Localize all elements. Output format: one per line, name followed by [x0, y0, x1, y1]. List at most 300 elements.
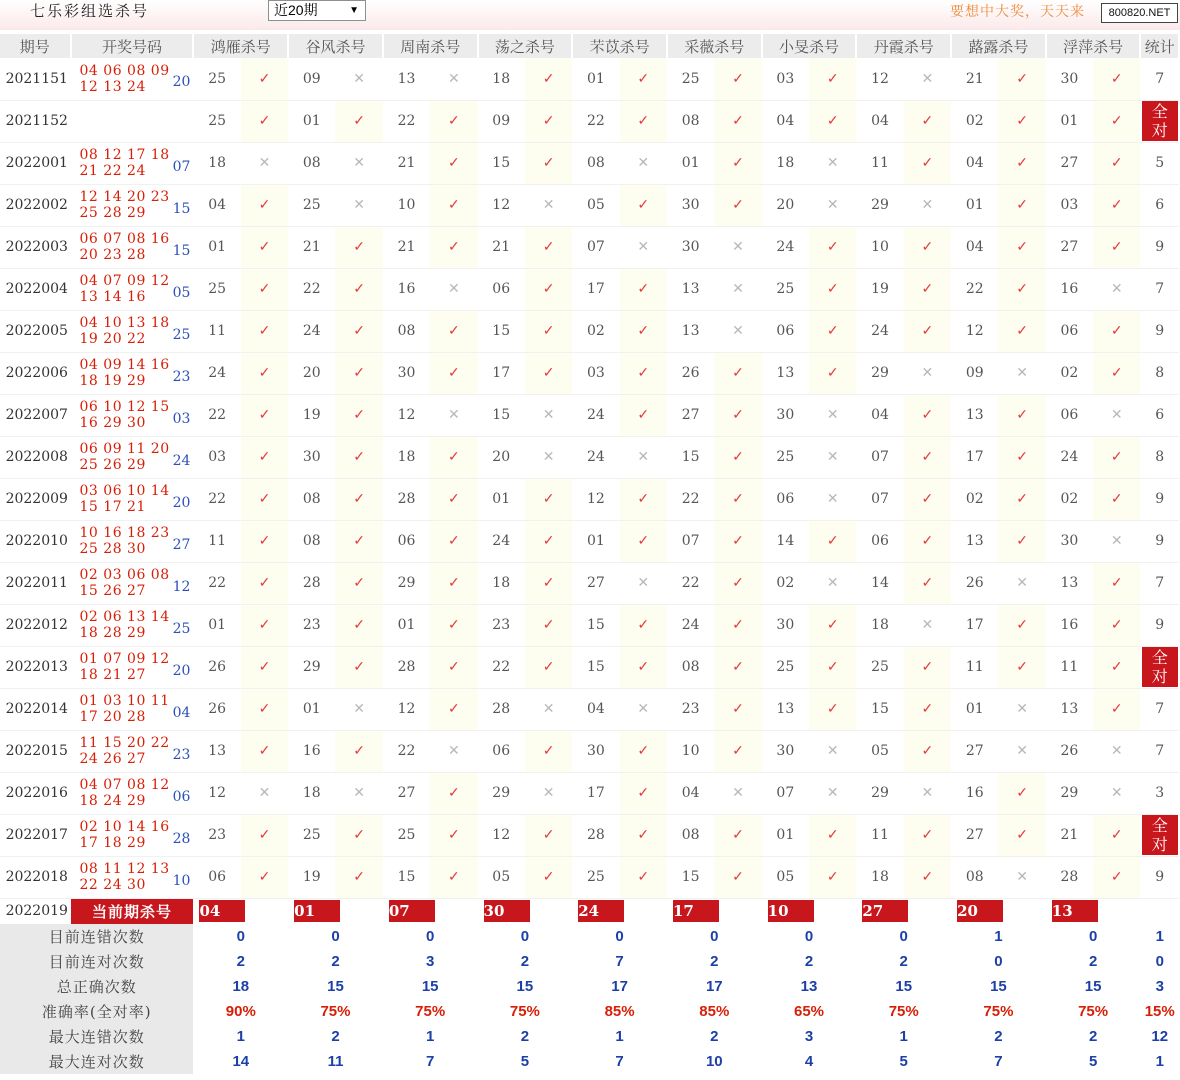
col-header-12[interactable]: 统计: [1140, 34, 1179, 58]
col-header-2[interactable]: 鸿雁杀号: [193, 34, 288, 58]
check-icon: ✓: [430, 436, 477, 478]
kill-number: 15: [572, 646, 619, 688]
kill-number: 16: [1046, 268, 1093, 310]
draw-bonus-number: 15: [172, 200, 191, 217]
kill-number: 25: [288, 814, 335, 856]
kill-number: 19: [288, 856, 335, 898]
draw-numbers-line2-text: 25 28 30: [79, 541, 146, 557]
stat-value: 17: [611, 978, 628, 995]
check-icon: ✓: [620, 646, 667, 688]
kill-number: 07: [856, 478, 903, 520]
draw-numbers-cell: [71, 100, 194, 142]
cross-icon: ✕: [335, 688, 382, 730]
kill-number: 25: [762, 646, 809, 688]
stat-value: 2: [804, 953, 814, 970]
row-total: 3: [1140, 772, 1179, 814]
col-header-10[interactable]: 蕗露杀号: [951, 34, 1046, 58]
stat-label: 最大连错次数: [0, 1024, 193, 1049]
draw-bonus-number: 27: [172, 536, 191, 553]
cross-icon: ✕: [714, 226, 761, 268]
kill-number: 24: [667, 604, 714, 646]
draw-numbers-line1: 11 15 20 22: [79, 735, 170, 751]
period-cell: 2022009: [0, 478, 71, 520]
kill-number: 30: [288, 436, 335, 478]
check-icon: ✓: [241, 478, 288, 520]
kill-number: 30: [762, 730, 809, 772]
check-icon: ✓: [1093, 184, 1140, 226]
cross-icon: ✕: [241, 142, 288, 184]
check-icon: ✓: [620, 184, 667, 226]
kill-number: 06: [1046, 394, 1093, 436]
check-icon: ✓: [998, 520, 1045, 562]
check-icon: ✓: [998, 772, 1045, 814]
check-icon: ✓: [904, 688, 951, 730]
kill-number: 27: [951, 730, 998, 772]
table-row: [0, 184, 1179, 226]
stat-value: 75%: [509, 1003, 540, 1020]
stat-value: 1: [1155, 928, 1164, 945]
top-bar: [0, 0, 1180, 30]
kill-number: 11: [193, 520, 240, 562]
check-icon: ✓: [714, 562, 761, 604]
check-icon: ✓: [809, 604, 856, 646]
stat-value: 0: [710, 928, 719, 945]
stat-value: 14: [232, 1053, 250, 1070]
site-badge[interactable]: 800820.NET: [1101, 3, 1178, 23]
draw-numbers-cell: [71, 856, 194, 898]
check-icon: ✓: [1093, 814, 1140, 856]
row-total: 7: [1140, 268, 1179, 310]
kill-number: 18: [762, 142, 809, 184]
check-icon: ✓: [809, 856, 856, 898]
stat-value: 5: [899, 1053, 908, 1070]
kill-number: 12: [478, 814, 525, 856]
draw-numbers-cell: [71, 730, 194, 772]
check-icon: ✓: [998, 226, 1045, 268]
kill-number: 12: [193, 772, 240, 814]
draw-numbers-line2-text: 13 14 16: [79, 289, 146, 305]
kill-number: 25: [762, 436, 809, 478]
cross-icon: ✕: [335, 142, 382, 184]
check-icon: ✓: [241, 646, 288, 688]
current-kill-number: 04: [199, 900, 245, 922]
kill-number: 21: [383, 142, 430, 184]
draw-numbers-cell: [71, 604, 194, 646]
kill-number: 20: [478, 436, 525, 478]
kill-number: 28: [572, 814, 619, 856]
check-icon: ✓: [241, 730, 288, 772]
current-kill-cell: [951, 898, 1046, 924]
current-kill-cell: [478, 898, 573, 924]
check-icon: ✓: [998, 604, 1045, 646]
draw-numbers-line1: 03 06 10 14: [79, 483, 170, 499]
check-icon: ✓: [525, 310, 572, 352]
stat-value: 7: [615, 1053, 624, 1070]
table-row: [0, 562, 1179, 604]
table-row: [0, 268, 1179, 310]
check-icon: ✓: [714, 604, 761, 646]
check-icon: ✓: [809, 814, 856, 856]
kill-number: 08: [288, 478, 335, 520]
stat-value: 75%: [415, 1003, 446, 1020]
check-icon: ✓: [714, 100, 761, 142]
period-cell: 2022008: [0, 436, 71, 478]
cross-icon: ✕: [809, 772, 856, 814]
cross-icon: ✕: [620, 142, 667, 184]
draw-numbers-line1: 08 12 17 18: [79, 147, 170, 163]
kill-number: 30: [383, 352, 430, 394]
kill-number: 01: [288, 688, 335, 730]
current-kill-cell: [762, 898, 857, 924]
check-icon: ✓: [1093, 688, 1140, 730]
kill-number: 30: [667, 184, 714, 226]
cross-icon: ✕: [525, 772, 572, 814]
cross-icon: ✕: [904, 352, 951, 394]
current-kill-number: 20: [957, 900, 1003, 922]
draw-bonus-number: 25: [172, 620, 191, 637]
kill-number: 16: [951, 772, 998, 814]
check-icon: ✓: [1093, 562, 1140, 604]
cross-icon: ✕: [620, 562, 667, 604]
draw-bonus-number: 23: [172, 368, 191, 385]
check-icon: ✓: [1093, 646, 1140, 688]
col-header-0[interactable]: 期号: [0, 34, 71, 58]
check-icon: ✓: [809, 646, 856, 688]
draw-numbers-line1: 12 14 20 23: [79, 189, 170, 205]
stat-value: 11: [327, 1053, 344, 1070]
kill-number: 11: [856, 142, 903, 184]
col-header-8[interactable]: 小旻杀号: [762, 34, 857, 58]
stat-value: 0: [520, 928, 530, 945]
check-icon: ✓: [430, 814, 477, 856]
draw-numbers-line2-text: 25 26 29: [79, 457, 146, 473]
draw-numbers-cell: [71, 436, 194, 478]
stat-value: 90%: [225, 1003, 256, 1020]
kill-number: 27: [1046, 226, 1093, 268]
draw-bonus-number: 25: [172, 326, 191, 343]
kill-number: 25: [856, 646, 903, 688]
stat-value: 2: [710, 953, 719, 970]
check-icon: ✓: [241, 184, 288, 226]
draw-numbers-cell: [71, 310, 194, 352]
period-cell: 2022003: [0, 226, 71, 268]
kill-number: 26: [193, 688, 240, 730]
cross-icon: ✕: [998, 856, 1045, 898]
draw-numbers-line1: 08 11 12 13: [79, 861, 170, 877]
check-icon: ✓: [241, 100, 288, 142]
kill-number: 03: [193, 436, 240, 478]
kill-number: 10: [667, 730, 714, 772]
period-cell: 2022012: [0, 604, 71, 646]
kill-number: 27: [383, 772, 430, 814]
kill-number: 02: [1046, 478, 1093, 520]
stat-value: 1: [236, 1028, 245, 1045]
check-icon: ✓: [335, 604, 382, 646]
stat-value: 1: [994, 928, 1003, 945]
check-icon: ✓: [714, 58, 761, 100]
check-icon: ✓: [335, 100, 382, 142]
stat-value: 0: [804, 928, 814, 945]
kill-number: 01: [667, 142, 714, 184]
kill-number: 16: [1046, 604, 1093, 646]
col-header-3[interactable]: 谷风杀号: [288, 34, 383, 58]
table-row: [0, 688, 1179, 730]
check-icon: ✓: [809, 58, 856, 100]
kill-number: 22: [478, 646, 525, 688]
check-icon: ✓: [430, 856, 477, 898]
draw-numbers-line2-text: 18 21 27: [79, 667, 146, 683]
check-icon: ✓: [241, 352, 288, 394]
cross-icon: ✕: [904, 184, 951, 226]
kill-number: 29: [856, 772, 903, 814]
stat-value: 2: [710, 1028, 719, 1045]
period-range-value: 近20期: [274, 2, 318, 18]
period-cell: 2022001: [0, 142, 71, 184]
all-correct-badge: 全 对: [1142, 815, 1178, 855]
table-row: [0, 814, 1179, 856]
col-header-5[interactable]: 荡之杀号: [478, 34, 573, 58]
kill-number: 11: [1046, 646, 1093, 688]
col-header-9[interactable]: 丹霞杀号: [856, 34, 951, 58]
check-icon: ✓: [525, 730, 572, 772]
check-icon: ✓: [809, 310, 856, 352]
kill-number: 25: [383, 814, 430, 856]
cross-icon: ✕: [335, 58, 382, 100]
cross-icon: ✕: [620, 688, 667, 730]
check-icon: ✓: [714, 814, 761, 856]
draw-bonus-number: 06: [172, 788, 191, 805]
check-icon: ✓: [714, 856, 761, 898]
draw-numbers-line2-text: 24 26 27: [79, 751, 146, 767]
table-row: [0, 520, 1179, 562]
stat-value: 2: [520, 953, 530, 970]
kill-number: 22: [193, 562, 240, 604]
check-icon: ✓: [1093, 142, 1140, 184]
check-icon: ✓: [620, 58, 667, 100]
draw-numbers-line1: 01 03 10 11: [79, 693, 170, 709]
draw-numbers-cell: [71, 646, 194, 688]
col-header-1[interactable]: 开奖号码: [71, 34, 194, 58]
check-icon: ✓: [904, 562, 951, 604]
kill-number: 30: [667, 226, 714, 268]
kill-number: 26: [951, 562, 998, 604]
kill-number: 02: [762, 562, 809, 604]
cross-icon: ✕: [1093, 394, 1140, 436]
table-row: [0, 604, 1179, 646]
check-icon: ✓: [335, 310, 382, 352]
check-icon: ✓: [998, 58, 1045, 100]
kill-number: 30: [762, 394, 809, 436]
draw-numbers-cell: [71, 478, 194, 520]
draw-numbers-line1: 02 10 14 16: [79, 819, 170, 835]
kill-number: 02: [1046, 352, 1093, 394]
stat-value: 2: [1088, 1028, 1098, 1045]
kill-number: 13: [762, 688, 809, 730]
kill-number: 22: [667, 478, 714, 520]
kill-number: 08: [288, 520, 335, 562]
check-icon: ✓: [714, 184, 761, 226]
kill-number: 28: [383, 478, 430, 520]
draw-numbers-cell: [71, 562, 194, 604]
stat-value: 1: [426, 1028, 435, 1045]
kill-number: 23: [478, 604, 525, 646]
check-icon: ✓: [241, 604, 288, 646]
draw-numbers-cell: [71, 268, 194, 310]
check-icon: ✓: [904, 100, 951, 142]
col-header-4[interactable]: 周南杀号: [383, 34, 478, 58]
stat-row: [0, 1049, 1179, 1074]
current-kill-cell: [193, 898, 288, 924]
stat-value: 15: [1084, 978, 1102, 995]
table-row: [0, 436, 1179, 478]
check-icon: ✓: [335, 226, 382, 268]
kill-number: 24: [288, 310, 335, 352]
all-correct-badge: 全 对: [1142, 101, 1178, 141]
kill-number: 13: [951, 520, 998, 562]
table-row: [0, 646, 1179, 688]
check-icon: ✓: [241, 520, 288, 562]
kill-number: 18: [288, 772, 335, 814]
draw-numbers-cell: [71, 688, 194, 730]
current-kill-number: 13: [1052, 900, 1098, 922]
check-icon: ✓: [620, 268, 667, 310]
cross-icon: ✕: [1093, 520, 1140, 562]
kill-number: 30: [572, 730, 619, 772]
kill-number: 01: [193, 226, 240, 268]
current-total-cell: [1140, 898, 1179, 924]
kill-number: 06: [762, 478, 809, 520]
current-kill-label: 当前期杀号: [71, 898, 194, 924]
period-cell: 2022004: [0, 268, 71, 310]
check-icon: ✓: [525, 58, 572, 100]
row-total: 9: [1140, 856, 1179, 898]
kill-number: 07: [856, 436, 903, 478]
kill-number: 18: [383, 436, 430, 478]
kill-number: 07: [762, 772, 809, 814]
check-icon: ✓: [620, 100, 667, 142]
kill-number: 02: [951, 478, 998, 520]
check-icon: ✓: [904, 310, 951, 352]
stat-value: 65%: [793, 1003, 825, 1020]
check-icon: ✓: [620, 772, 667, 814]
table-header: [0, 34, 1179, 58]
draw-numbers-cell: [71, 58, 194, 100]
kill-number: 04: [951, 142, 998, 184]
check-icon: ✓: [430, 100, 477, 142]
col-header-6[interactable]: 芣苡杀号: [572, 34, 667, 58]
kill-number: 14: [856, 562, 903, 604]
draw-numbers-line2-text: 20 23 28: [79, 247, 146, 263]
check-icon: ✓: [998, 184, 1045, 226]
kill-number: 08: [667, 100, 714, 142]
kill-number: 06: [478, 268, 525, 310]
cross-icon: ✕: [998, 562, 1045, 604]
kill-number: 25: [667, 58, 714, 100]
stat-label: 总正确次数: [0, 974, 193, 999]
table-row: [0, 58, 1179, 100]
kill-number: 18: [856, 856, 903, 898]
stat-value: 12: [1151, 1028, 1169, 1045]
check-icon: ✓: [998, 646, 1045, 688]
draw-numbers-line1: 10 16 18 23: [79, 525, 170, 541]
kill-number: 05: [572, 184, 619, 226]
check-icon: ✓: [1093, 310, 1140, 352]
check-icon: ✓: [714, 730, 761, 772]
stat-row: [0, 974, 1179, 999]
check-icon: ✓: [904, 856, 951, 898]
check-icon: ✓: [998, 100, 1045, 142]
kill-number: 26: [667, 352, 714, 394]
check-icon: ✓: [1093, 856, 1140, 898]
period-range-select[interactable]: [268, 0, 366, 21]
period-cell: 2022010: [0, 520, 71, 562]
check-icon: ✓: [620, 394, 667, 436]
kill-number: 25: [193, 58, 240, 100]
check-icon: ✓: [430, 688, 477, 730]
kill-number: 08: [951, 856, 998, 898]
cross-icon: ✕: [335, 772, 382, 814]
draw-numbers-line1: 02 03 06 08: [79, 567, 170, 583]
kill-number: 11: [193, 310, 240, 352]
draw-bonus-number: 07: [172, 158, 191, 175]
kill-number: 01: [193, 604, 240, 646]
stat-row: [0, 1024, 1179, 1049]
stat-value: 0: [426, 928, 435, 945]
kill-number: 01: [1046, 100, 1093, 142]
stat-value: 0: [331, 928, 340, 945]
check-icon: ✓: [335, 436, 382, 478]
draw-numbers-line1: 04 07 09 12: [79, 273, 170, 289]
check-icon: ✓: [241, 814, 288, 856]
stat-value: 10: [705, 1053, 723, 1070]
stat-row: [0, 999, 1179, 1024]
stat-value: 15: [421, 978, 439, 995]
check-icon: ✓: [335, 520, 382, 562]
check-icon: ✓: [904, 520, 951, 562]
draw-numbers-line1: 04 06 08 09: [79, 62, 170, 79]
kill-number: 04: [951, 226, 998, 268]
check-icon: ✓: [904, 478, 951, 520]
col-header-7[interactable]: 采薇杀号: [667, 34, 762, 58]
kill-number: 18: [193, 142, 240, 184]
check-icon: ✓: [525, 352, 572, 394]
draw-bonus-number: 10: [172, 872, 191, 889]
cross-icon: ✕: [809, 478, 856, 520]
col-header-11[interactable]: 浮萍杀号: [1046, 34, 1141, 58]
check-icon: ✓: [430, 142, 477, 184]
current-kill-cell: [288, 898, 383, 924]
current-kill-cell: [383, 898, 478, 924]
cross-icon: ✕: [525, 688, 572, 730]
check-icon: ✓: [1093, 58, 1140, 100]
kill-number: 26: [1046, 730, 1093, 772]
kill-number: 06: [856, 520, 903, 562]
current-kill-cell: [856, 898, 951, 924]
check-icon: ✓: [620, 352, 667, 394]
row-total: 9: [1140, 310, 1179, 352]
kill-number: 04: [762, 100, 809, 142]
kill-number: 15: [478, 310, 525, 352]
check-icon: ✓: [714, 142, 761, 184]
row-total: [1140, 646, 1179, 688]
check-icon: ✓: [525, 268, 572, 310]
kill-number: 04: [856, 394, 903, 436]
draw-numbers-line2-text: 18 28 29: [79, 625, 146, 641]
current-kill-number: 07: [389, 900, 435, 922]
kill-number: 24: [193, 352, 240, 394]
cross-icon: ✕: [335, 184, 382, 226]
stat-value: 5: [520, 1053, 530, 1070]
